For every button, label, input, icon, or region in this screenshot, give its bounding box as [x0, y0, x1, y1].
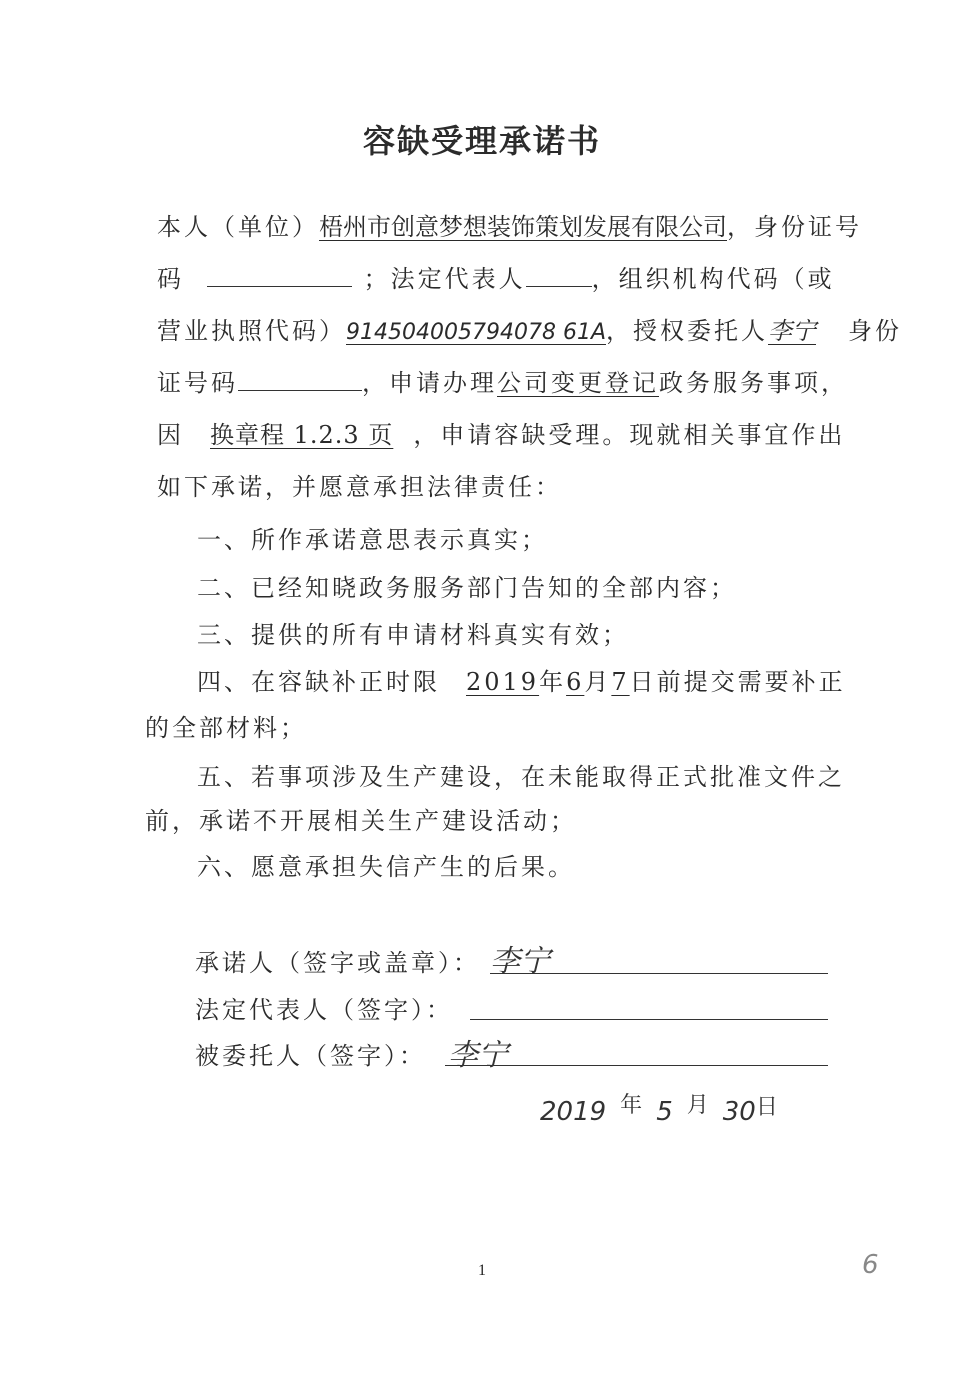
- paragraph-line-4: [157, 368, 848, 398]
- label-text: 身份: [848, 317, 902, 345]
- commitment-2: 二、已经知晓政务服务部门告知的全部内容；: [197, 574, 737, 602]
- label-text: 月: [584, 668, 612, 696]
- paragraph-line-6: 如下承诺，并愿意承担法律责任：: [157, 473, 562, 501]
- commitment-5: 五、若事项涉及生产建设，在未能取得正式批准文件之: [197, 763, 845, 791]
- paragraph-line-1: [157, 212, 862, 242]
- commitment-4-cont: 的全部材料；: [145, 714, 307, 742]
- date-month-unit: 月: [686, 1093, 709, 1118]
- label-text: 码: [157, 265, 184, 293]
- deadline-year: 2019: [466, 668, 540, 696]
- service-item: 公司变更登记: [497, 369, 659, 397]
- delegate-signature: 李宁: [448, 1038, 508, 1073]
- label-text: ，申请容缺受理。现就相关事宜作出: [413, 421, 846, 449]
- deadline-day: 7: [611, 668, 630, 696]
- license-code: 914504005794078 61A: [346, 320, 606, 345]
- commitment-6: 六、愿意承担失信产生的后果。: [197, 853, 575, 881]
- document-title: 容缺受理承诺书: [362, 122, 601, 160]
- paragraph-line-3: [157, 316, 902, 348]
- promisor-signature: 李宁: [490, 944, 550, 979]
- delegate-signature-line: [445, 1065, 828, 1066]
- label-text: 证号码: [157, 369, 238, 397]
- delegate-name: 李宁: [768, 317, 816, 345]
- date-year: 2019: [540, 1097, 607, 1127]
- label-text: 因: [157, 421, 184, 449]
- label-text: ，身份证号: [727, 213, 862, 241]
- label-text: 日前提交需要补正: [629, 668, 846, 696]
- promisor-signature-line: [490, 973, 828, 974]
- delegate-id-blank: [238, 370, 362, 391]
- commitment-4: [197, 667, 846, 697]
- label-text: ；法定代表人: [363, 265, 526, 293]
- date-year-unit: 年: [620, 1093, 643, 1118]
- legal-rep-signature-line: [470, 1019, 828, 1020]
- label-text: ，组织机构代码（或: [591, 265, 835, 293]
- id-number-blank: [207, 266, 352, 287]
- commitment-3: 三、提供的所有申请材料真实有效；: [197, 621, 629, 649]
- date-day-unit: 日: [755, 1095, 778, 1120]
- label-text: 营业执照代码）: [157, 317, 346, 345]
- label-text: ，申请办理: [362, 369, 497, 397]
- date-day: 30: [722, 1097, 756, 1127]
- handwritten-corner-mark: 6: [862, 1250, 879, 1280]
- paragraph-line-2: [157, 264, 835, 294]
- label-text: 四、在容缺补正时限: [197, 668, 440, 696]
- label-text: 政务服务事项，: [659, 369, 848, 397]
- company-name: 梧州市创意梦想装饰策划发展有限公司: [319, 213, 727, 241]
- promisor-label: 承诺人（签字或盖章）：: [195, 949, 480, 977]
- paragraph-line-5: [157, 420, 845, 450]
- label-text: 年: [539, 668, 567, 696]
- label-text: ，授权委托人: [606, 317, 768, 345]
- legal-rep-blank: [526, 266, 592, 287]
- deadline-month: 6: [566, 668, 585, 696]
- commitment-1: 一、所作承诺意思表示真实；: [197, 526, 548, 554]
- page-number: 1: [478, 1262, 486, 1279]
- signing-date: [540, 1088, 792, 1127]
- commitment-5-cont: 前，承诺不开展相关生产建设活动；: [145, 807, 577, 835]
- label-text: 本人（单位）: [157, 213, 319, 241]
- delegate-label: 被委托人（签字）：: [195, 1042, 426, 1070]
- date-month: 5: [656, 1097, 673, 1127]
- legal-rep-label: 法定代表人（签字）：: [195, 996, 453, 1024]
- reason: 换章程 1.2.3 页: [210, 421, 394, 449]
